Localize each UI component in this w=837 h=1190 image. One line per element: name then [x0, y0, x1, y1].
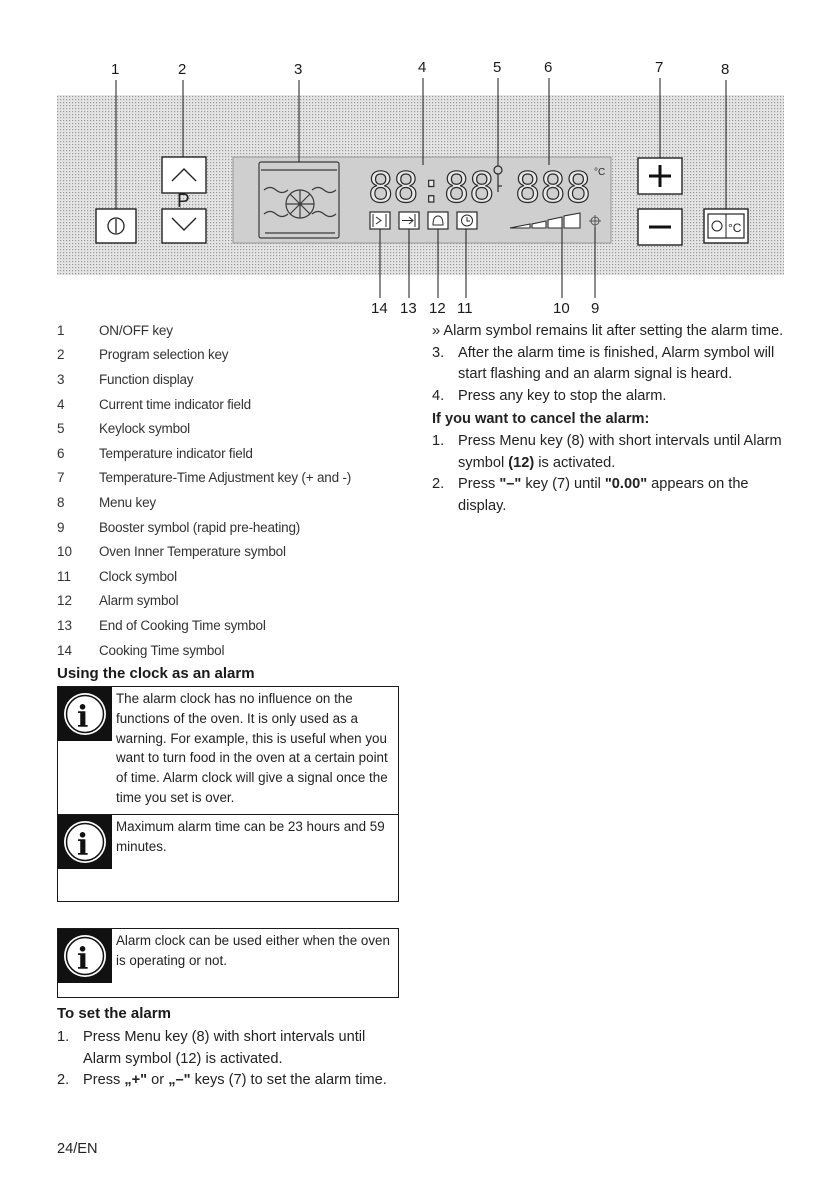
step-item: 2. Press "–" key (7) until "0.00" appears on the display.: [432, 476, 749, 514]
legend-item: 8 Menu key: [57, 494, 156, 510]
info-text-3: Alarm clock can be used either when the oven is operating or not.: [116, 933, 390, 968]
clock-icon: [457, 212, 477, 229]
step-item: 2. Press „+" or „–" keys (7) to set the alarm time.: [57, 1072, 387, 1089]
alarm-lit-note: » Alarm symbol remains lit after setting the alarm time.: [432, 323, 784, 339]
cancel-alarm-heading: If you want to cancel the alarm:: [432, 411, 650, 428]
callout-7: 7: [655, 59, 664, 76]
minus-key[interactable]: [638, 209, 682, 245]
legend-item: 2 Program selection key: [57, 347, 229, 363]
legend-item: 6 Temperature indicator field: [57, 445, 253, 461]
info-row: [58, 929, 398, 977]
callout-3: 3: [294, 61, 303, 78]
info-text-2: Maximum alarm time can be 23 hours and 59 minutes.: [116, 818, 385, 854]
svg-text:°C: °C: [728, 221, 742, 235]
alarm-section-heading: Using the clock as an alarm: [57, 665, 255, 682]
info-icon: [58, 929, 112, 977]
callout-13: 13: [400, 300, 417, 317]
step-item: 1. Press Menu key (8) with short intervals until Alarm symbol (12) is activated.: [432, 432, 782, 471]
svg-text:i: i: [77, 942, 89, 977]
svg-text:88:88: 88:88: [368, 163, 495, 212]
legend-item: 13 End of Cooking Time symbol: [57, 617, 266, 633]
info-box-alarm-availability: [57, 928, 399, 998]
legend-item: 14 Cooking Time symbol: [57, 642, 225, 658]
callout-12: 12: [429, 300, 446, 317]
legend-item: 5 Keylock symbol: [57, 421, 190, 437]
callout-2: 2: [178, 61, 187, 78]
svg-text:°C: °C: [594, 167, 606, 178]
alarm-bell-icon: [428, 212, 448, 229]
step-item: 4. Press any key to stop the alarm.: [432, 387, 667, 404]
legend-item: 10 Oven Inner Temperature symbol: [57, 544, 286, 560]
plus-key[interactable]: [638, 158, 682, 194]
current-time-field: [368, 163, 494, 212]
legend-item: 11 Clock symbol: [57, 568, 177, 584]
info-icon: [58, 815, 112, 901]
legend-item: 3 Function display: [57, 371, 194, 387]
callout-14: 14: [371, 300, 388, 317]
info-row: [58, 815, 398, 901]
callout-8: 8: [721, 61, 730, 78]
program-key-label: P: [177, 191, 190, 212]
info-text-1: The alarm clock has no influence on the functions of the oven. It is only used as a warning. For example, this is useful when you want to turn food in the oven at a certain point of time. Alarm clock will give a signal once the time you set is over.: [116, 691, 388, 805]
info-icon: [58, 687, 112, 814]
callout-4: 4: [418, 59, 427, 76]
info-row: [58, 687, 398, 815]
legend-item: 9 Booster symbol (rapid pre-heating): [57, 519, 301, 535]
info-box-alarm-usage: [57, 686, 399, 902]
set-alarm-steps: [57, 1027, 402, 1092]
callout-11: 11: [457, 300, 473, 317]
set-alarm-heading: To set the alarm: [57, 1005, 171, 1022]
callout-9: 9: [591, 300, 600, 317]
on-off-key[interactable]: [96, 209, 136, 243]
legend-item: 12 Alarm symbol: [57, 593, 179, 609]
end-cooking-time-icon: [399, 212, 419, 229]
step-item: 1. Press Menu key (8) with short intervals until Alarm symbol (12) is activated.: [57, 1029, 366, 1067]
cooking-time-icon: [370, 212, 390, 229]
right-column: [432, 321, 792, 517]
menu-key[interactable]: [704, 209, 748, 243]
legend-item: 1 ON/OFF key: [57, 322, 173, 338]
legend-item: 7 Temperature-Time Adjustment key (+ and -): [57, 470, 352, 486]
callout-10: 10: [553, 300, 570, 317]
svg-text:i: i: [77, 700, 89, 735]
control-panel-diagram: [0, 0, 837, 320]
callout-6: 6: [544, 59, 553, 76]
step-item: 3. After the alarm time is finished, Alarm symbol will start flashing and an alarm signal is heard.: [432, 344, 775, 383]
page-footer: 24/EN: [57, 1141, 98, 1157]
legend-item: 4 Current time indicator field: [57, 396, 251, 412]
callout-1: 1: [111, 61, 120, 78]
legend-list: [57, 318, 397, 662]
svg-text:i: i: [77, 827, 89, 863]
callout-5: 5: [493, 59, 502, 76]
svg-text:888: 888: [515, 163, 591, 212]
